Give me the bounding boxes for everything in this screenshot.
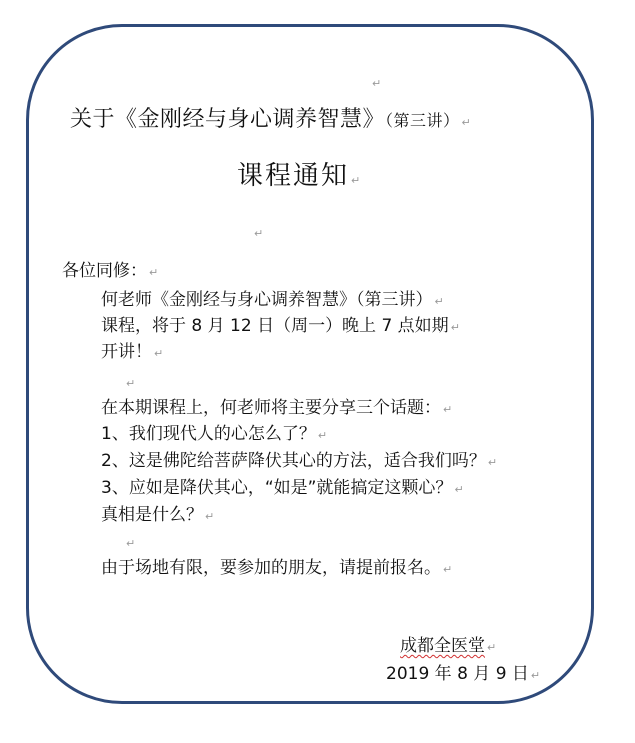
signature-date-text: 2019 年 8 月 9 日: [386, 664, 529, 684]
intro-line-text: 开讲！: [101, 342, 152, 362]
closing-note: [101, 560, 452, 577]
paragraph-mark: ↵: [154, 347, 164, 360]
paragraph-mark: ↵: [487, 456, 498, 469]
paragraph-mark: ↵: [126, 537, 136, 550]
paragraph-mark: ↵: [530, 669, 541, 682]
title-lecture-number: （第三讲）: [385, 111, 460, 130]
paragraph-mark: ↵: [351, 174, 363, 187]
intro-line-text: 课程，将于 8 月 12 日（周一）晚上 7 点如期: [101, 316, 449, 336]
paragraph-mark: ↵: [454, 483, 464, 496]
intro-line-text: 何老师《金刚经与身心调养智慧》（第三讲）: [101, 290, 433, 310]
title-main: 关于《金刚经与身心调养智慧》: [70, 107, 386, 132]
signature-org-text: 成都全医堂: [400, 636, 485, 656]
topics-intro: [101, 400, 452, 417]
intro-line: [101, 318, 460, 335]
paragraph-mark: ↵: [149, 266, 159, 279]
topics-intro-text: 在本期课程上，何老师将主要分享三个话题：: [101, 398, 441, 418]
intro-line: [101, 344, 163, 361]
paragraph-mark: ↵: [443, 563, 453, 576]
paragraph-mark: ↵: [317, 429, 328, 442]
signature-date: [386, 666, 540, 683]
topic-text: 1、我们现代人的心怎么了？: [101, 424, 316, 444]
topic-item: [101, 453, 497, 470]
paragraph-mark: ↵: [372, 77, 382, 90]
paragraph-mark: ↵: [126, 377, 136, 390]
closing-text: 由于场地有限，要参加的朋友，请提前报名。: [101, 558, 441, 578]
topic-item: [101, 426, 327, 443]
paragraph-mark: ↵: [254, 227, 264, 240]
paragraph-mark: ↵: [443, 403, 453, 416]
paragraph-mark: ↵: [205, 510, 215, 523]
paragraph-mark: ↵: [450, 321, 460, 334]
topic-item: [101, 480, 464, 497]
topic-text: 2、这是佛陀给菩萨降伏其心的方法，适合我们吗？: [101, 451, 486, 471]
notice-title-line2: [237, 163, 362, 189]
topic-item: [101, 507, 214, 524]
notice-title-line1: [70, 109, 471, 131]
greeting: [62, 263, 158, 280]
greeting-text: 各位同修：: [62, 261, 147, 281]
intro-line: [101, 292, 444, 309]
paragraph-mark: ↵: [487, 641, 497, 654]
topic-text: 3、应如是降伏其心，“如是”就能搞定这颗心？: [101, 478, 453, 498]
title-course-notice: 课程通知: [237, 161, 350, 191]
paragraph-mark: ↵: [461, 116, 472, 129]
signature-org: [400, 638, 496, 655]
paragraph-mark: ↵: [434, 295, 444, 308]
topic-text: 真相是什么？: [101, 505, 203, 525]
